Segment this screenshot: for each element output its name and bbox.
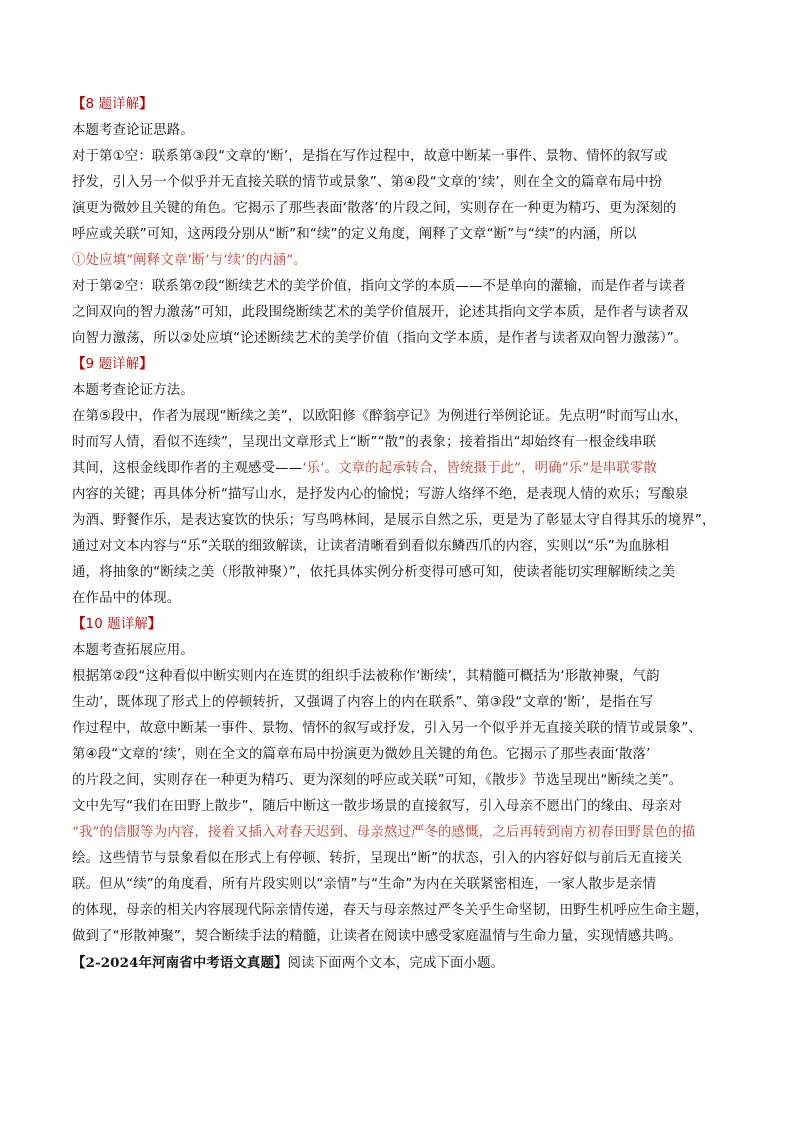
q9-line-1: 在第⑤段中，作者为展现“断续之美”，以欧阳修《醉翁亭记》为例进行举例论证。先点明“时而写山水，	[72, 409, 688, 424]
q9-heading: 【9 题详解】	[72, 357, 153, 372]
next-question-text: 阅读下面两个文本，完成下面小题。	[287, 956, 505, 971]
q10-line-10: 做到了“形散神聚”，契合断续手法的精髓，让读者在阅读中感受家庭温情与生命力量，实现情感共鸣。	[72, 929, 682, 944]
q8-line-1: 对于第①空：联系第③段“文章的‘断’，是指在写作过程中，故意中断某一事件、景物、情怀的叙写或	[72, 149, 668, 164]
q8-intro: 本题考查论证思路。	[72, 123, 194, 138]
q9-line-6: 通过对文本内容与“乐”关联的细致解读，让读者清晰看到看似东鳞西爪的内容，实则以“乐”为血脉相	[72, 539, 670, 554]
q10-red-line: “我”的信服等为内容，接着又插入对春天迟到、母亲熬过严冬的感慨，之后再转到南方初春田野景色的描	[72, 825, 696, 840]
q8-line-7: 向智力激荡，所以②处应填“论述断续艺术的美学价值（指向文学本质，是作者与读者双向智力激荡）”。	[72, 331, 688, 346]
q9-line-7: 通，将抽象的“断续之美（形散神聚）”，依托具体实例分析变得可感可知，使读者能切实理解断续之美	[72, 565, 676, 580]
q8-line-6: 之间双向的智力激荡”可知，此段围绕断续艺术的美学价值展开，论述其指向文学本质，是作者与读者双	[72, 305, 689, 320]
q9-line-3-highlight: ‘乐’。文章的起承转合，皆统摄于此”，明确“乐”是串联零散	[302, 461, 657, 476]
q9-line-4: 内容的关键；再具体分析“描写山水，是抒发内心的愉悦；写游人络绎不绝，是表现人情的欢乐；写酿泉	[72, 487, 689, 502]
q9-line-8: 在作品中的体现。	[72, 591, 181, 606]
q10-line-3: 作过程中，故意中断某一事件、景物、情怀的叙写或抒发，引入另一个似乎并无直接关联的情节或景象”、	[72, 721, 702, 736]
q10-line-5: 的片段之间，实则存在一种更为精巧、更为深刻的呼应或关联”可知，《散步》节选呈现出“断续之美”。	[72, 773, 683, 788]
q8-line-5: 对于第②空：联系第⑦段“断续艺术的美学价值，指向文学的本质——不是单向的灌输，而是作者与读者	[72, 279, 686, 294]
q10-line-1: 根据第②段“这种看似中断实则内在连贯的组织手法被称作‘断续’，其精髓可概括为‘形散神聚，气韵	[72, 669, 660, 684]
q10-heading: 【10 题详解】	[72, 617, 162, 632]
q8-line-4: 呼应或关联”可知，这两段分别从“断”和“续”的定义角度，阐释了文章“断”与“续”的内涵，所以	[72, 227, 637, 242]
q8-line-3: 演更为微妙且关键的角色。它揭示了那些表面‘散落’的片段之间，实则存在一种更为精巧、更为深刻的	[72, 201, 677, 216]
q10-intro: 本题考查拓展应用。	[72, 643, 194, 658]
q10-line-6: 文中先写“我们在田野上散步”，随后中断这一散步场景的直接叙写，引入母亲不愿出门的缘由、母亲对	[72, 799, 682, 814]
q9-line-5: 为酒、野餐作乐，是表达宴饮的快乐；写鸟鸣林间，是展示自然之乐，更是为了彰显太守自得其乐的境界”，	[72, 513, 716, 528]
q10-line-7: 绘。这些情节与景象看似在形式上有停顿、转折，呈现出“断”的状态，引入的内容好似与前后无直接关	[72, 851, 682, 866]
document-page	[72, 92, 722, 976]
q8-answer-1: ①处应填“阐释文章‘断’与‘续’的内涵”。	[72, 253, 307, 268]
q8-heading: 【8 题详解】	[72, 97, 153, 112]
q9-line-2: 时而写人情，看似不连续”，呈现出文章形式上“断”“散”的表象；接着指出“却始终有一根金线串联	[72, 435, 657, 450]
next-question-tag: 【2-2024年河南省中考语文真题】	[72, 955, 288, 971]
q8-line-2: 抒发，引入另一个似乎并无直接关联的情节或景象”、第④段“文章的‘续’，则在全文的篇章布局中扮	[72, 175, 663, 190]
q10-line-9: 的体现，母亲的相关内容展现代际亲情传递，春天与母亲熬过严冬关乎生命坚韧，田野生机呼应生命主题，	[72, 903, 709, 918]
next-question-line	[72, 950, 722, 976]
q10-line-4: 第④段“文章的‘续’，则在全文的篇章布局中扮演更为微妙且关键的角色。它揭示了那些表面‘散落’	[72, 747, 651, 762]
q10-line-8: 联。但从“续”的角度看，所有片段实则以“亲情”与“生命”为内在关联紧密相连，一家人散步是亲情	[72, 877, 657, 892]
q9-line-3	[72, 456, 722, 482]
q9-intro: 本题考查论证方法。	[72, 383, 194, 398]
q10-line-2: 生动’，既体现了形式上的停顿转折，又强调了内容上的内在联系”、第③段“文章的‘断’，是指在写	[72, 695, 654, 710]
q9-line-3-text: 其间，这根金线即作者的主观感受——	[72, 461, 303, 476]
